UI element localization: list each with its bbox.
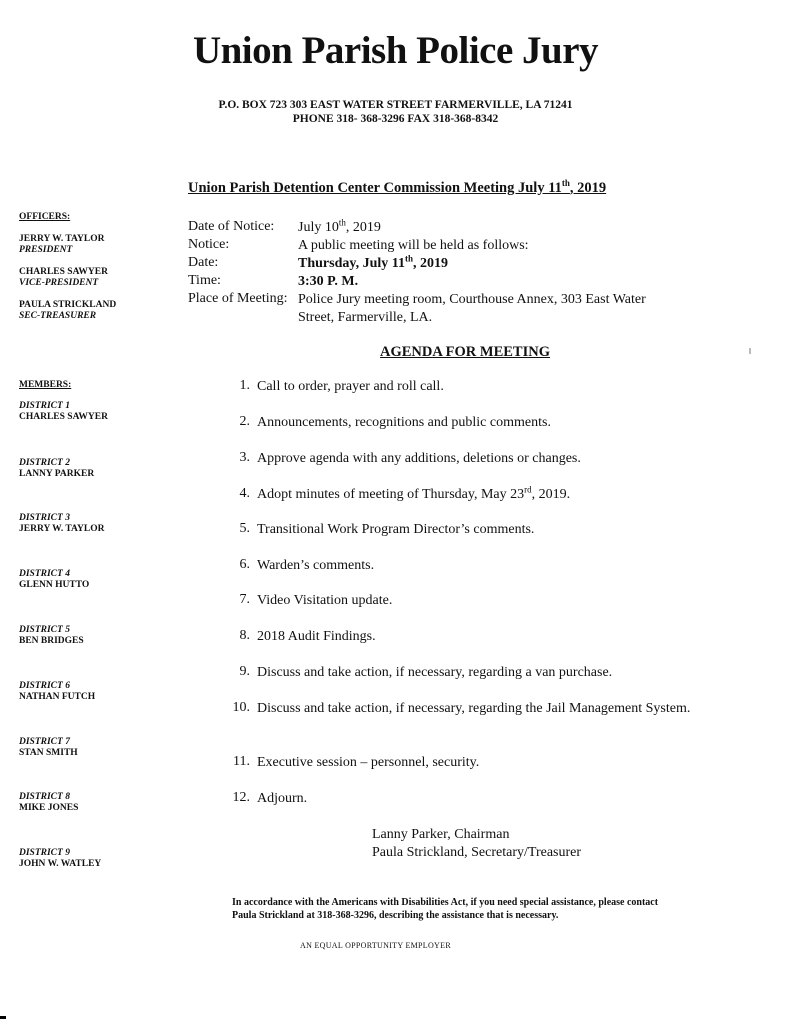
agenda-item-number: 4.	[239, 486, 250, 501]
agenda-heading: AGENDA FOR MEETING	[380, 344, 550, 360]
agenda-item-number: 8.	[239, 628, 250, 643]
agenda-item-number: 7.	[239, 592, 250, 607]
agenda-item: Transitional Work Program Director’s comments.	[257, 522, 535, 537]
notice-value: A public meeting will be held as follows:	[298, 238, 529, 253]
date-of-notice-value: July 10th, 2019	[298, 217, 381, 235]
members-heading: MEMBERS:	[19, 380, 72, 390]
agenda-item: Warden’s comments.	[257, 558, 375, 573]
secretary-signature: Paula Strickland, Secretary/Treasurer	[372, 845, 582, 860]
member-entry: DISTRICT 8 MIKE JONES	[19, 792, 79, 813]
agenda-item-number: 5.	[239, 521, 250, 536]
date-label: Date:	[188, 255, 219, 270]
agenda-item-number: 6.	[239, 557, 250, 572]
time-label: Time:	[188, 273, 221, 288]
member-entry: DISTRICT 4 GLENN HUTTO	[19, 569, 90, 590]
agenda-item: Adjourn.	[257, 791, 308, 806]
chairman-signature: Lanny Parker, Chairman	[372, 827, 510, 842]
agenda-item-number: 11.	[233, 754, 250, 769]
date-value: Thursday, July 11th, 2019	[298, 253, 449, 271]
agenda-item: Approve agenda with any additions, deletions or changes.	[257, 451, 581, 466]
member-entry: DISTRICT 6 NATHAN FUTCH	[19, 681, 96, 702]
agenda-item-number: 10.	[232, 700, 250, 715]
officer-entry: CHARLES SAWYER VICE-PRESIDENT	[19, 267, 108, 288]
place-line-2: Street, Farmerville, LA.	[298, 310, 433, 325]
officers-heading: OFFICERS:	[19, 212, 71, 222]
agenda-item-number: 12.	[232, 790, 250, 805]
time-value: 3:30 P. M.	[298, 274, 359, 289]
ada-notice-line-1: In accordance with the Americans with Disabilities Act, if you need special assistance, please contact	[232, 897, 659, 908]
date-of-notice-label: Date of Notice:	[188, 219, 275, 234]
member-entry: DISTRICT 7 STAN SMITH	[19, 737, 78, 758]
agenda-item: Video Visitation update.	[257, 593, 393, 608]
member-entry: DISTRICT 9 JOHN W. WATLEY	[19, 848, 102, 869]
meeting-title: Union Parish Detention Center Commission Meeting July 11th, 2019	[188, 178, 607, 196]
agenda-item: Adopt minutes of meeting of Thursday, May 23rd, 2019.	[257, 484, 571, 502]
agenda-item: Call to order, prayer and roll call.	[257, 379, 444, 394]
place-label: Place of Meeting:	[188, 291, 288, 306]
member-entry: DISTRICT 3 JERRY W. TAYLOR	[19, 513, 105, 534]
notice-label: Notice:	[188, 237, 230, 252]
agenda-item: Discuss and take action, if necessary, regarding a van purchase.	[257, 665, 613, 680]
member-entry: DISTRICT 2 LANNY PARKER	[19, 458, 95, 479]
scan-edge-mark	[0, 1016, 6, 1019]
letterhead-address: P.O. BOX 723 303 EAST WATER STREET FARMERVILLE, LA 71241	[218, 99, 573, 111]
agenda-item: Announcements, recognitions and public comments.	[257, 415, 551, 430]
ada-notice-line-2: Paula Strickland at 318-368-3296, describing the assistance that is necessary.	[232, 910, 559, 921]
letterhead-title: Union Parish Police Jury	[192, 29, 599, 72]
member-entry: DISTRICT 5 BEN BRIDGES	[19, 625, 84, 646]
scan-speck	[749, 348, 751, 354]
place-line-1: Police Jury meeting room, Courthouse Annex, 303 East Water	[298, 292, 646, 307]
agenda-item-number: 1.	[239, 378, 250, 393]
agenda-item-number: 3.	[239, 450, 250, 465]
equal-opportunity-footer: AN EQUAL OPPORTUNITY EMPLOYER	[300, 941, 451, 950]
agenda-item-number: 9.	[239, 664, 250, 679]
member-entry: DISTRICT 1 CHARLES SAWYER	[19, 401, 108, 422]
agenda-item-number: 2.	[239, 414, 250, 429]
letterhead-phone: PHONE 318- 368-3296 FAX 318-368-8342	[292, 113, 499, 125]
agenda-item: Executive session – personnel, security.	[257, 755, 480, 770]
agenda-item: Discuss and take action, if necessary, regarding the Jail Management System.	[257, 701, 691, 716]
officer-entry: PAULA STRICKLAND SEC-TREASURER	[19, 300, 117, 321]
officer-entry: JERRY W. TAYLOR PRESIDENT	[19, 234, 105, 255]
agenda-item: 2018 Audit Findings.	[257, 629, 376, 644]
